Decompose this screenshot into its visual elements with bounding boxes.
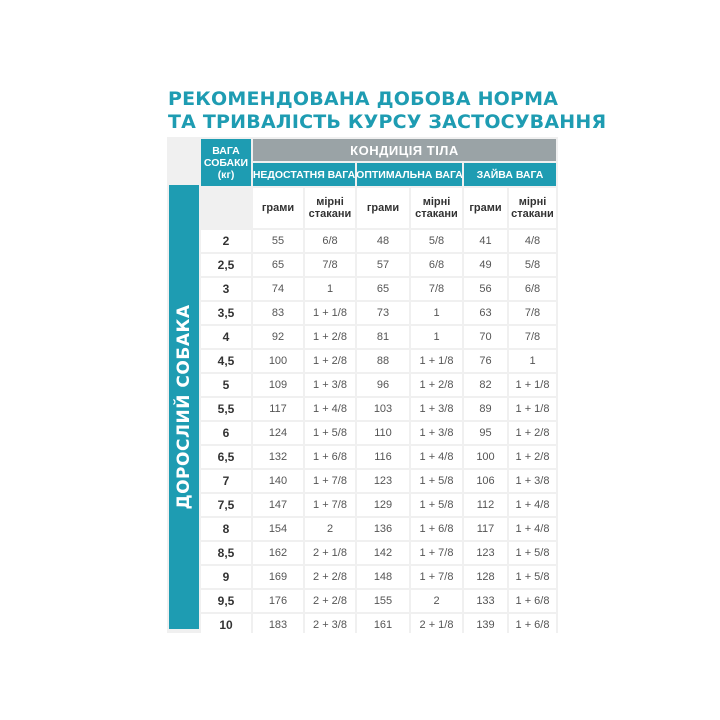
optimal-cups-cell: 1 + 3/8 [411, 398, 462, 420]
unit-header-blank [201, 188, 251, 228]
weight-cell: 4,5 [201, 350, 251, 372]
weight-cell: 8 [201, 518, 251, 540]
underweight-cups-cell: 1 + 3/8 [305, 374, 355, 396]
group-header-optimal: ОПТИМАЛЬНА ВАГА [357, 163, 462, 186]
weight-header-line-2: СОБАКИ [203, 156, 249, 169]
optimal-cups-cell: 1 + 7/8 [411, 566, 462, 588]
optimal-cups-cell: 1 + 2/8 [411, 374, 462, 396]
overweight-grams-cell: 56 [464, 278, 507, 300]
underweight-cups-cell: 1 + 7/8 [305, 470, 355, 492]
overweight-cups-cell: 4/8 [509, 230, 556, 252]
underweight-grams-cell: 183 [253, 614, 303, 636]
table-row [201, 590, 556, 612]
side-category-bar [169, 185, 199, 629]
optimal-cups-cell: 2 [411, 590, 462, 612]
overweight-cups-cell: 6/8 [509, 278, 556, 300]
weight-cell: 5,5 [201, 398, 251, 420]
table-row [201, 254, 556, 276]
optimal-cups-cell: 1 + 6/8 [411, 518, 462, 540]
overweight-grams-cell: 63 [464, 302, 507, 324]
optimal-grams-cell: 96 [357, 374, 409, 396]
optimal-grams-cell: 142 [357, 542, 409, 564]
optimal-grams-cell: 136 [357, 518, 409, 540]
group-header-underweight: НЕДОСТАТНЯ ВАГА [253, 163, 355, 186]
underweight-grams-cell: 65 [253, 254, 303, 276]
overweight-grams-cell: 112 [464, 494, 507, 516]
weight-header-line-3: (кг) [217, 168, 235, 181]
overweight-grams-cell: 95 [464, 422, 507, 444]
cups-label-line-1: мірні [422, 196, 451, 208]
underweight-cups-cell: 1 + 7/8 [305, 494, 355, 516]
underweight-grams-cell: 147 [253, 494, 303, 516]
table-row [201, 398, 556, 420]
table-row [201, 518, 556, 540]
weight-cell: 9,5 [201, 590, 251, 612]
unit-label-cups [509, 188, 556, 228]
underweight-cups-cell: 2 + 2/8 [305, 590, 355, 612]
underweight-grams-cell: 74 [253, 278, 303, 300]
underweight-cups-cell: 6/8 [305, 230, 355, 252]
optimal-cups-cell: 1 + 7/8 [411, 542, 462, 564]
overweight-grams-cell: 41 [464, 230, 507, 252]
optimal-cups-cell: 1 [411, 302, 462, 324]
optimal-grams-cell: 88 [357, 350, 409, 372]
underweight-grams-cell: 176 [253, 590, 303, 612]
optimal-grams-cell: 65 [357, 278, 409, 300]
weight-column-header [201, 139, 251, 186]
unit-label-grams: грами [253, 188, 303, 228]
overweight-grams-cell: 123 [464, 542, 507, 564]
underweight-cups-cell: 1 + 5/8 [305, 422, 355, 444]
overweight-grams-cell: 128 [464, 566, 507, 588]
overweight-cups-cell: 1 + 4/8 [509, 518, 556, 540]
table-row [201, 542, 556, 564]
overweight-cups-cell: 1 [509, 350, 556, 372]
condition-group-headers [253, 163, 556, 186]
optimal-cups-cell: 7/8 [411, 278, 462, 300]
cups-label-line-1: мірні [316, 196, 344, 208]
unit-label-grams: грами [464, 188, 507, 228]
feeding-table [199, 186, 558, 638]
underweight-grams-cell: 140 [253, 470, 303, 492]
weight-cell: 8,5 [201, 542, 251, 564]
weight-cell: 5 [201, 374, 251, 396]
overweight-cups-cell: 1 + 2/8 [509, 422, 556, 444]
optimal-grams-cell: 161 [357, 614, 409, 636]
table-row [201, 374, 556, 396]
overweight-grams-cell: 70 [464, 326, 507, 348]
table-row [201, 494, 556, 516]
cups-label-line-2: стакани [308, 208, 352, 220]
overweight-cups-cell: 1 + 6/8 [509, 614, 556, 636]
weight-cell: 6,5 [201, 446, 251, 468]
table-row [201, 326, 556, 348]
overweight-cups-cell: 1 + 6/8 [509, 590, 556, 612]
underweight-cups-cell: 2 [305, 518, 355, 540]
table-row [201, 614, 556, 636]
cups-label-line-2: стакани [415, 208, 458, 220]
overweight-grams-cell: 76 [464, 350, 507, 372]
overweight-grams-cell: 106 [464, 470, 507, 492]
underweight-grams-cell: 154 [253, 518, 303, 540]
body-condition-header: КОНДИЦІЯ ТІЛА [253, 139, 556, 161]
cups-label-line-2: стакани [511, 208, 554, 220]
unit-header-row [201, 188, 556, 228]
cups-label-line-1: мірні [518, 196, 547, 208]
weight-cell: 7,5 [201, 494, 251, 516]
table-row [201, 446, 556, 468]
underweight-grams-cell: 117 [253, 398, 303, 420]
weight-cell: 3 [201, 278, 251, 300]
optimal-grams-cell: 123 [357, 470, 409, 492]
underweight-grams-cell: 124 [253, 422, 303, 444]
unit-label-cups [305, 188, 355, 228]
overweight-cups-cell: 1 + 5/8 [509, 542, 556, 564]
underweight-cups-cell: 2 + 3/8 [305, 614, 355, 636]
underweight-grams-cell: 55 [253, 230, 303, 252]
overweight-cups-cell: 1 + 2/8 [509, 446, 556, 468]
underweight-cups-cell: 1 + 2/8 [305, 350, 355, 372]
overweight-grams-cell: 100 [464, 446, 507, 468]
underweight-grams-cell: 169 [253, 566, 303, 588]
underweight-cups-cell: 2 + 1/8 [305, 542, 355, 564]
optimal-cups-cell: 5/8 [411, 230, 462, 252]
unit-label-grams: грами [357, 188, 409, 228]
underweight-cups-cell: 1 + 6/8 [305, 446, 355, 468]
underweight-cups-cell: 1 [305, 278, 355, 300]
overweight-cups-cell: 5/8 [509, 254, 556, 276]
title-line-1: РЕКОМЕНДОВАНА ДОБОВА НОРМА [168, 88, 559, 110]
table-row [201, 350, 556, 372]
underweight-grams-cell: 162 [253, 542, 303, 564]
underweight-cups-cell: 1 + 1/8 [305, 302, 355, 324]
overweight-grams-cell: 133 [464, 590, 507, 612]
optimal-grams-cell: 116 [357, 446, 409, 468]
overweight-cups-cell: 7/8 [509, 302, 556, 324]
optimal-grams-cell: 129 [357, 494, 409, 516]
optimal-grams-cell: 81 [357, 326, 409, 348]
table-row [201, 278, 556, 300]
table-row [201, 230, 556, 252]
underweight-grams-cell: 83 [253, 302, 303, 324]
weight-cell: 4 [201, 326, 251, 348]
underweight-cups-cell: 7/8 [305, 254, 355, 276]
table-row [201, 566, 556, 588]
page-title [168, 88, 607, 134]
optimal-cups-cell: 1 + 1/8 [411, 350, 462, 372]
underweight-cups-cell: 1 + 4/8 [305, 398, 355, 420]
overweight-grams-cell: 117 [464, 518, 507, 540]
side-category-label: ДОРОСЛИЙ СОБАКА [174, 304, 194, 510]
optimal-cups-cell: 1 + 5/8 [411, 494, 462, 516]
optimal-cups-cell: 1 [411, 326, 462, 348]
underweight-grams-cell: 132 [253, 446, 303, 468]
underweight-grams-cell: 109 [253, 374, 303, 396]
table-row [201, 422, 556, 444]
optimal-grams-cell: 103 [357, 398, 409, 420]
weight-cell: 2 [201, 230, 251, 252]
optimal-cups-cell: 6/8 [411, 254, 462, 276]
overweight-cups-cell: 1 + 4/8 [509, 494, 556, 516]
overweight-cups-cell: 1 + 1/8 [509, 398, 556, 420]
overweight-grams-cell: 49 [464, 254, 507, 276]
overweight-grams-cell: 82 [464, 374, 507, 396]
optimal-cups-cell: 2 + 1/8 [411, 614, 462, 636]
weight-cell: 9 [201, 566, 251, 588]
underweight-cups-cell: 1 + 2/8 [305, 326, 355, 348]
weight-cell: 6 [201, 422, 251, 444]
optimal-cups-cell: 1 + 5/8 [411, 470, 462, 492]
optimal-grams-cell: 110 [357, 422, 409, 444]
weight-cell: 7 [201, 470, 251, 492]
table-row [201, 302, 556, 324]
weight-cell: 10 [201, 614, 251, 636]
table-row [201, 470, 556, 492]
unit-label-cups [411, 188, 462, 228]
overweight-cups-cell: 1 + 5/8 [509, 566, 556, 588]
optimal-cups-cell: 1 + 3/8 [411, 422, 462, 444]
optimal-cups-cell: 1 + 4/8 [411, 446, 462, 468]
overweight-grams-cell: 89 [464, 398, 507, 420]
underweight-grams-cell: 100 [253, 350, 303, 372]
optimal-grams-cell: 73 [357, 302, 409, 324]
underweight-grams-cell: 92 [253, 326, 303, 348]
overweight-cups-cell: 7/8 [509, 326, 556, 348]
optimal-grams-cell: 57 [357, 254, 409, 276]
optimal-grams-cell: 148 [357, 566, 409, 588]
overweight-cups-cell: 1 + 1/8 [509, 374, 556, 396]
weight-cell: 2,5 [201, 254, 251, 276]
group-header-overweight: ЗАЙВА ВАГА [464, 163, 556, 186]
overweight-cups-cell: 1 + 3/8 [509, 470, 556, 492]
weight-header-line-1: ВАГА [212, 144, 240, 157]
weight-cell: 3,5 [201, 302, 251, 324]
overweight-grams-cell: 139 [464, 614, 507, 636]
optimal-grams-cell: 48 [357, 230, 409, 252]
title-line-2: ТА ТРИВАЛІСТЬ КУРСУ ЗАСТОСУВАННЯ [168, 111, 607, 133]
optimal-grams-cell: 155 [357, 590, 409, 612]
underweight-cups-cell: 2 + 2/8 [305, 566, 355, 588]
